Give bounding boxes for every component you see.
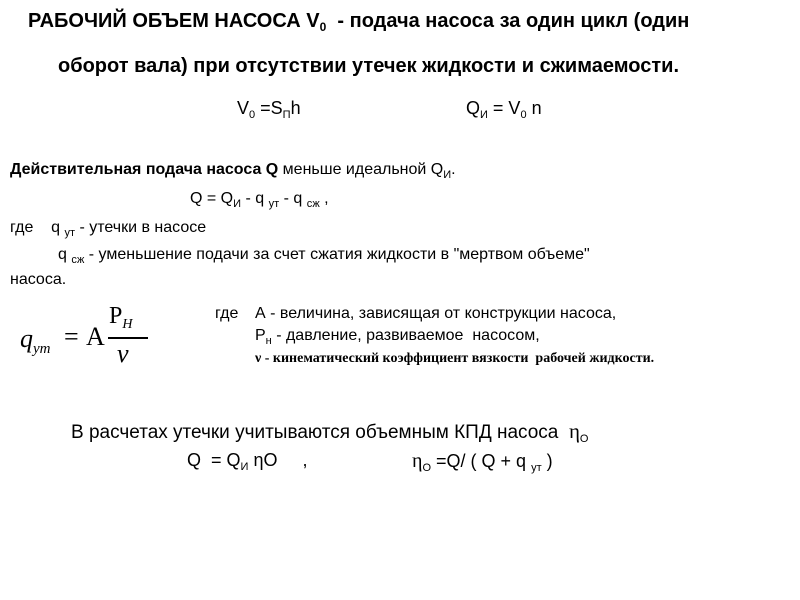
where1-text: - утечки в насосе bbox=[75, 219, 207, 236]
actual-period: . bbox=[451, 161, 456, 178]
legend-p-sub: н bbox=[265, 335, 272, 347]
legend-nu-text: - кинематический коэффициент вязкости рабочей жидкости. bbox=[261, 351, 655, 366]
eff2-eq: =Q/ ( Q + q bbox=[431, 451, 532, 471]
q-a: Q = Q bbox=[190, 190, 234, 207]
legend-p bbox=[255, 327, 540, 347]
legend-nu bbox=[255, 351, 654, 367]
eff2-q-sub: ут bbox=[531, 462, 542, 474]
efficiency-line bbox=[71, 419, 588, 445]
leak-q-letter: q bbox=[20, 324, 33, 353]
leak-denominator: ν bbox=[117, 339, 129, 368]
leak-q bbox=[20, 324, 51, 358]
qi-v-sub: 0 bbox=[520, 109, 527, 121]
eff1-a-sub: И bbox=[240, 461, 249, 473]
legend-a: А - величина, зависящая от конструкции насоса, bbox=[255, 305, 617, 322]
leak-num-sub: Н bbox=[122, 317, 133, 332]
title-line-1 bbox=[28, 10, 689, 34]
formula-eff-1 bbox=[187, 450, 307, 473]
actual-bold: Действительная подача насоса Q bbox=[10, 161, 279, 178]
legend-nu-letter: ν bbox=[255, 351, 262, 366]
title-rest: - подача насоса за один цикл (один bbox=[326, 10, 690, 32]
q-a-sub: И bbox=[233, 198, 242, 210]
leak-eq: = bbox=[64, 322, 79, 351]
efficiency-eta: η bbox=[568, 419, 580, 443]
actual-flow-line bbox=[10, 161, 456, 181]
v0-h: h bbox=[290, 98, 301, 118]
formula-q bbox=[190, 190, 329, 210]
q-d: , bbox=[319, 190, 329, 207]
efficiency-eta-sub: O bbox=[579, 433, 589, 445]
v0-eq: =S bbox=[255, 98, 283, 118]
title-line-2: оборот вала) при отсутствии утечек жидкости и сжимаемости. bbox=[58, 55, 679, 77]
formula-eff-2 bbox=[412, 450, 553, 474]
actual-q-sub: И bbox=[443, 169, 452, 181]
q-b: - q bbox=[241, 190, 269, 207]
title-v-sub: 0 bbox=[319, 20, 327, 34]
title-v: V bbox=[306, 10, 320, 32]
formula-v0 bbox=[237, 98, 301, 121]
eff2-eta-sub: O bbox=[422, 462, 432, 474]
legend-where: где bbox=[215, 305, 239, 322]
q-c: - q bbox=[279, 190, 307, 207]
where-compress-line-2: насоса. bbox=[10, 271, 67, 288]
q-c-sub: сж bbox=[306, 198, 320, 210]
legend-p-letter: Р bbox=[255, 327, 266, 344]
eff2-eta: η bbox=[412, 450, 423, 472]
efficiency-text: В расчетах утечки учитываются объемным КПД насоса bbox=[71, 422, 569, 443]
eff1-c: , bbox=[277, 450, 308, 470]
v0-lhs: V bbox=[237, 98, 250, 118]
leak-numerator bbox=[109, 303, 132, 333]
leak-q-sub: ут bbox=[33, 341, 51, 357]
where2-q-sub: сж bbox=[71, 254, 85, 266]
eff2-close: ) bbox=[541, 451, 553, 471]
where1-q-sub: ут bbox=[64, 227, 76, 239]
title-lead: РАБОЧИЙ ОБЪЕМ НАСОСА bbox=[28, 10, 307, 32]
qi-n: n bbox=[526, 98, 542, 118]
where-leak-line bbox=[10, 219, 206, 239]
actual-normal: меньше идеальной Q bbox=[278, 161, 444, 178]
where1-lead: где q bbox=[10, 219, 65, 236]
eff1-a: Q = Q bbox=[187, 450, 241, 470]
qi-eq: = V bbox=[487, 98, 521, 118]
where2-text: - уменьшение подачи за счет сжатия жидкости в "мертвом объеме" bbox=[84, 246, 590, 263]
eff1-b: ηO bbox=[248, 450, 278, 470]
where2-q: q bbox=[58, 246, 72, 263]
leak-A: A bbox=[86, 322, 105, 351]
leak-num-p: P bbox=[109, 303, 123, 329]
v0-lhs-sub: 0 bbox=[249, 109, 256, 121]
q-b-sub: ут bbox=[268, 198, 280, 210]
qi-q-sub: И bbox=[480, 109, 488, 121]
where-compress-line bbox=[58, 246, 590, 266]
formula-qi bbox=[466, 98, 542, 121]
legend-p-text: - давление, развиваемое насосом, bbox=[271, 327, 540, 344]
v0-s-sub: П bbox=[282, 109, 291, 121]
qi-q: Q bbox=[466, 98, 481, 118]
